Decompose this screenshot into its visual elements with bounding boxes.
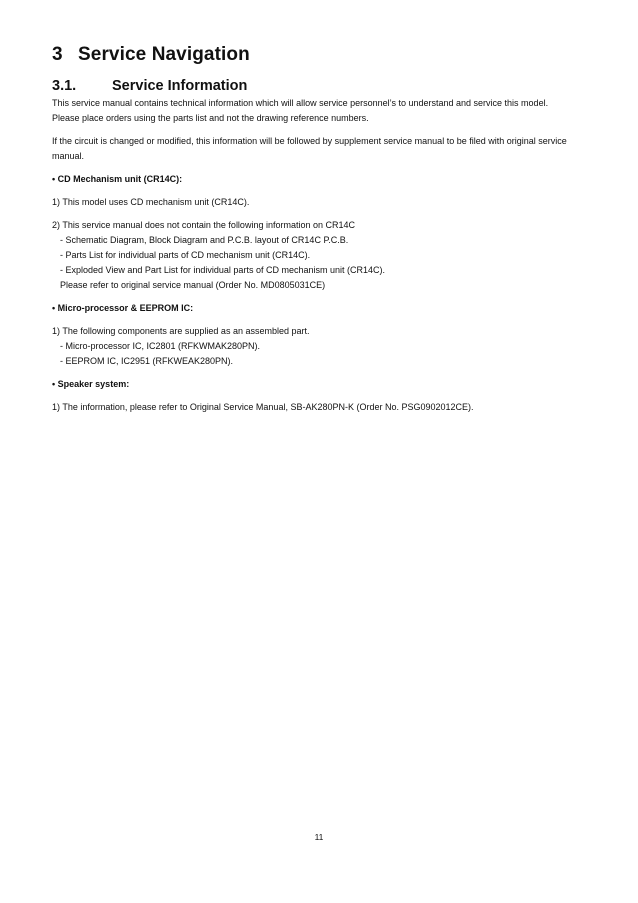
- section-heading: [52, 44, 250, 66]
- micro-processor-heading: • Micro-processor & EEPROM IC:: [52, 303, 194, 313]
- page-number: 11: [314, 832, 324, 842]
- cd-mechanism-note: Please refer to original service manual (Order No. MD0805031CE): [60, 280, 326, 290]
- cd-mechanism-item-2: 2) This service manual does not contain the following information on CR14C: [52, 220, 355, 230]
- intro-line-3: If the circuit is changed or modified, this information will be followed by supplement service manual to be filed with original service: [52, 136, 567, 146]
- micro-processor-item-1: 1) The following components are supplied as an assembled part.: [52, 326, 310, 336]
- micro-processor-sub-2: - EEPROM IC, IC2951 (RFKWEAK280PN).: [60, 356, 234, 366]
- micro-processor-sub-1: - Micro-processor IC, IC2801 (RFKWMAK280PN).: [60, 341, 261, 351]
- subsection-number: 3.1.: [52, 78, 77, 94]
- cd-mechanism-sub-1: - Schematic Diagram, Block Diagram and P.C.B. layout of CR14C P.C.B.: [60, 235, 349, 245]
- cd-mechanism-sub-2: - Parts List for individual parts of CD mechanism unit (CR14C).: [60, 250, 311, 260]
- cd-mechanism-item-1: 1) This model uses CD mechanism unit (CR14C).: [52, 197, 250, 207]
- subsection-title: Service Information: [112, 78, 248, 94]
- cd-mechanism-heading: • CD Mechanism unit (CR14C):: [52, 174, 183, 184]
- intro-line-1: This service manual contains technical information which will allow service personnel’s to understand and service this model.: [52, 98, 549, 108]
- cd-mechanism-sub-3: - Exploded View and Part List for individual parts of CD mechanism unit (CR14C).: [60, 265, 385, 275]
- intro-line-4: manual.: [52, 151, 85, 161]
- speaker-system-heading: • Speaker system:: [52, 379, 130, 389]
- section-number: 3: [52, 44, 63, 65]
- document-body: [52, 96, 612, 415]
- intro-line-2: Please place orders using the parts list and not the drawing reference numbers.: [52, 113, 369, 123]
- speaker-system-item-1: 1) The information, please refer to Original Service Manual, SB-AK280PN-K (Order No. PSG0902012CE).: [52, 402, 474, 412]
- section-title: Service Navigation: [78, 44, 250, 65]
- subsection-heading: [52, 78, 247, 94]
